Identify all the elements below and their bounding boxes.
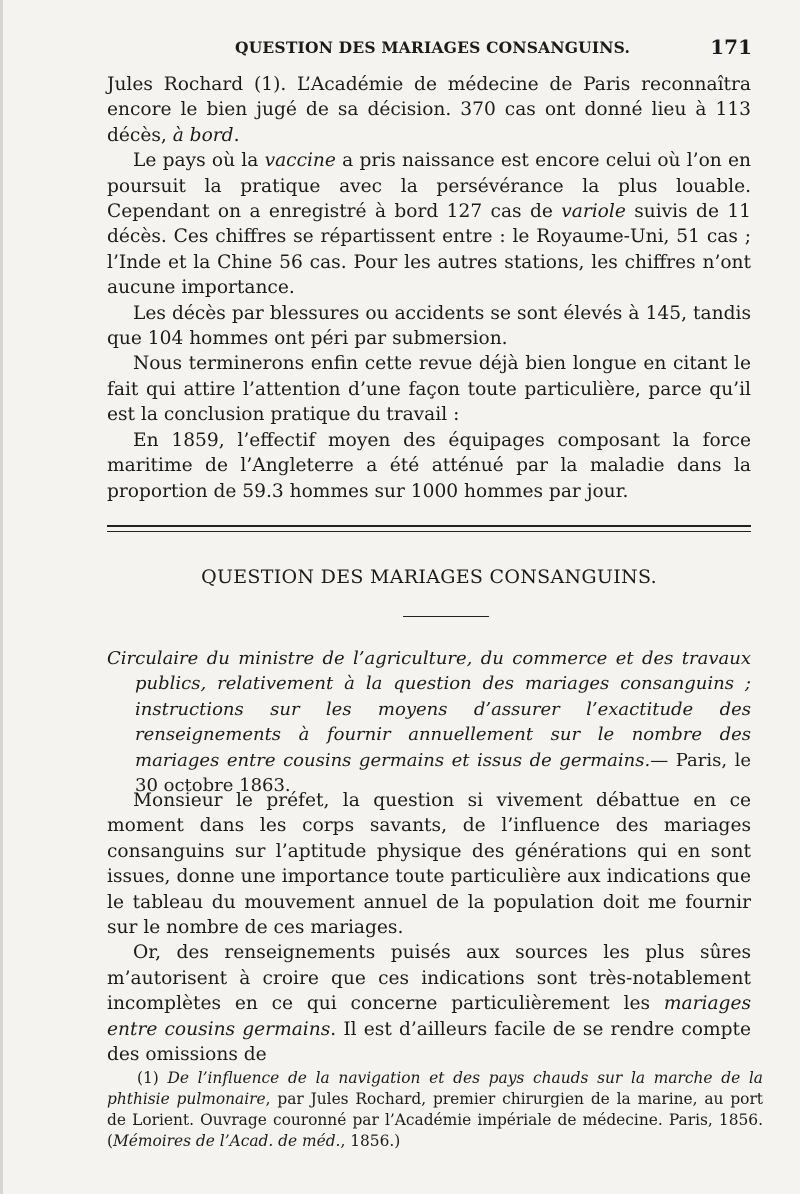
- text-run: suivis de 11 décès. Ces chiffres se répartissent entre : le Royaume-Uni, 51 cas ; l’Inde et la Chine 56 cas. Pour les autres stations, les chiffres n’ont aucune importance.: [107, 201, 751, 299]
- paragraph-rochard: [107, 72, 751, 148]
- text-run-italic: variole: [561, 201, 626, 223]
- circular-heading: [107, 646, 751, 798]
- running-title: QUESTION DES MARIAGES CONSANGUINS.: [235, 38, 631, 57]
- paragraph-effectif: En 1859, l’effectif moyen des équipages composant la force maritime de l’Angleterre a été atténué par la maladie dans la proportion de 59.3 hommes sur 1000 hommes par jour.: [107, 429, 751, 502]
- paragraph-conclusion-intro: Nous terminerons enfin cette revue déjà bien longue en citant le fait qui attire l’attention d’une façon toute particulière, parce qu’il est la conclusion pratique du travail :: [107, 353, 751, 426]
- text-run: Jules Rochard (1). L’Académie de médecine de Paris reconnaîtra encore le bien jugé de sa décision. 370 cas ont donné lieu à 113 décès,: [107, 74, 751, 146]
- running-head: [107, 30, 752, 60]
- section-rule-thick: [107, 525, 751, 527]
- footnote-source: Mémoires de l’Acad. de méd.: [113, 1132, 341, 1150]
- paragraph-monsieur-le-prefet: Monsieur le préfet, la question si vivement débattue en ce moment dans les corps savants, de l’influence des mariages consanguins sur l’aptitude physique des générations qui en sont issues, donne une importance toute particulière aux indications que le tableau du mouvement annuel de la population doit me fournir sur le nombre de ces mariages.: [107, 790, 751, 939]
- circular-date: — Paris, le 30 octobre 1863.: [135, 749, 751, 797]
- footnote-title: De l’influence de la navigation et des pays chauds sur la marche de la phthisie pulmonaire: [107, 1069, 763, 1108]
- text-run-italic: vaccine: [264, 150, 336, 172]
- text-run: Or, des renseignements puisés aux sources les plus sûres m’autorisent à croire que ces indications sont très-notablement incomplètes en ce qui concerne particulièrement les: [107, 942, 751, 1015]
- section-title: QUESTION DES MARIAGES CONSANGUINS.: [201, 566, 657, 588]
- title-underline: [403, 616, 489, 617]
- footnote-year: , 1856.): [340, 1132, 401, 1150]
- footnote: [107, 1068, 763, 1152]
- section-rule-thin: [107, 531, 751, 532]
- body-text-block: [107, 788, 751, 1067]
- text-run: . Il est d’ailleurs facile de se rendre compte des omissions de: [107, 1018, 751, 1066]
- page-number: 171: [710, 35, 752, 59]
- circular-italic-text: Circulaire du ministre de l’agriculture, du commerce et des travaux publics, relativement à la question des mariages consanguins ; instructions sur les moyens d’assurer l’exactitude des renseignements à fournir annuellement sur le nombre des mariages entre cousins germains et issus de germains.: [107, 648, 751, 771]
- text-run-italic: mariages entre cousins germains: [107, 993, 751, 1040]
- top-text-block: [107, 72, 751, 504]
- paragraph-vaccine: [107, 148, 751, 300]
- paragraph-renseignements: [107, 940, 751, 1067]
- paragraph-deaths: Les décès par blessures ou accidents se sont élevés à 145, tandis que 104 hommes ont péri par submersion.: [107, 302, 751, 350]
- footnote-text: , par Jules Rochard, premier chirurgien de la marine, au port de Lorient. Ouvrage couronné par l’Académie impériale de médecine. Paris, 1856. (: [107, 1090, 763, 1150]
- text-run-italic: à bord: [172, 124, 234, 146]
- text-run: .: [233, 124, 240, 146]
- footnote-marker: (1): [137, 1069, 159, 1087]
- text-run: a pris naissance est encore celui où l’on en poursuit la pratique avec la persévérance la plus louable. Cependant on a enregistré à bord 127 cas de: [107, 150, 751, 223]
- text-run: Le pays où la: [133, 150, 265, 172]
